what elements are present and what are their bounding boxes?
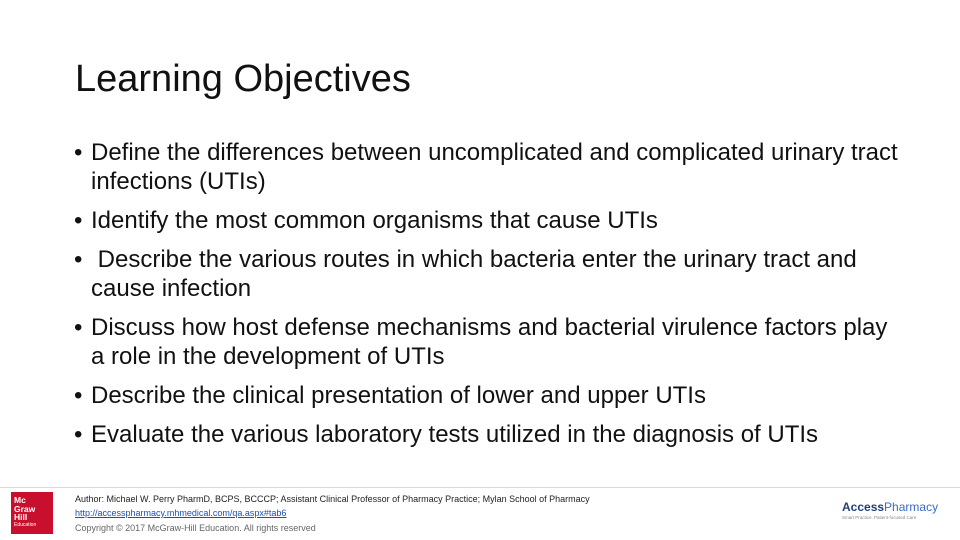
objective-item: [74, 313, 904, 371]
objective-item: [74, 381, 904, 410]
objective-text: Discuss how host defense mechanisms and bacterial virulence factors play a role in the development of UTIs: [91, 314, 888, 370]
objectives-list: [74, 138, 904, 459]
footer-author: Author: Michael W. Perry PharmD, BCPS, BCCCP; Assistant Clinical Professor of Pharmacy Practice; Mylan School of Pharmacy: [75, 494, 590, 504]
objective-item: [74, 206, 904, 235]
bullet-marker: •: [74, 314, 83, 341]
slide-title: Learning Objectives: [75, 58, 411, 100]
access-logo-tagline: Smart Practice. Patient-focused Care: [842, 515, 917, 520]
objective-text: Describe the various routes in which bacteria enter the urinary tract and cause infection: [91, 246, 864, 302]
bullet-marker: •: [74, 382, 83, 409]
objective-text: Identify the most common organisms that cause UTIs: [91, 207, 658, 234]
objective-text: Define the differences between uncomplicated and complicated urinary tract infections (UTIs): [91, 139, 898, 195]
objective-item: [74, 420, 904, 449]
bullet-marker: •: [74, 246, 83, 273]
objective-item: [74, 245, 904, 303]
footer-copyright: Copyright © 2017 McGraw-Hill Education. All rights reserved: [75, 523, 316, 533]
logo-line: Mc: [14, 495, 26, 505]
logo-line: Graw: [14, 503, 36, 514]
mcgraw-hill-logo: [11, 492, 53, 534]
objective-text: Evaluate the various laboratory tests utilized in the diagnosis of UTIs: [91, 421, 819, 448]
footer-divider: [0, 487, 960, 488]
bullet-marker: •: [74, 139, 83, 166]
footer-link[interactable]: http://accesspharmacy.mhmedical.com/qa.aspx#tab6: [75, 508, 287, 518]
logo-line: Hill: [14, 512, 28, 522]
logo-line: Education: [14, 521, 37, 528]
bullet-marker: •: [74, 421, 83, 448]
objective-text: Describe the clinical presentation of lower and upper UTIs: [91, 382, 706, 409]
access-logo-word: Access: [842, 500, 885, 514]
bullet-marker: •: [74, 207, 83, 234]
access-pharmacy-logo: [842, 500, 950, 528]
objective-item: [74, 138, 904, 196]
pharmacy-logo-word: Pharmacy: [884, 500, 939, 514]
